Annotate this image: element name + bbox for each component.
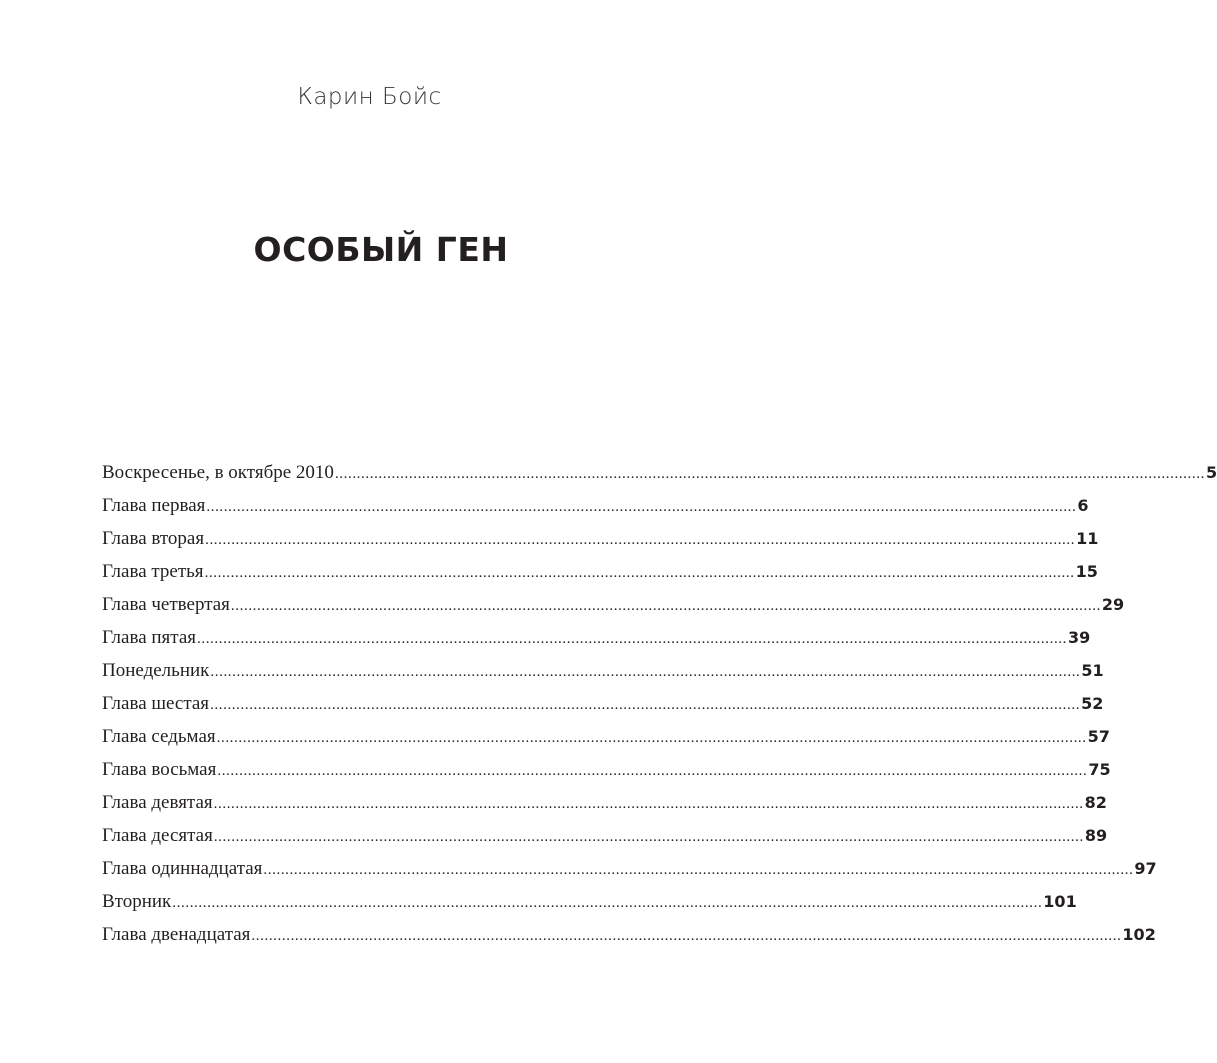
author-name: Карин Бойс xyxy=(297,84,442,110)
toc-entry[interactable] xyxy=(102,460,1217,493)
toc-entry-label: Глава первая xyxy=(102,495,206,516)
toc-entry-label: Воскресенье, в октябре 2010 xyxy=(102,462,334,483)
toc-entry-page: 52 xyxy=(1081,694,1104,713)
toc-entry-page: 39 xyxy=(1068,628,1091,647)
toc-entry-page: 11 xyxy=(1076,529,1099,548)
toc-leader-dots: ........................................................................................................................................................................................................ xyxy=(251,928,1122,944)
toc-entry-label: Глава третья xyxy=(102,561,204,582)
toc-leader-dots: ........................................................................................................................................................................................................ xyxy=(172,895,1043,911)
toc-entry-label: Глава четвертая xyxy=(102,594,230,615)
book-title: ОСОБЫЙ ГЕН xyxy=(253,230,509,269)
toc-entry-page: 51 xyxy=(1081,661,1104,680)
toc-entry-label: Вторник xyxy=(102,891,172,912)
toc-entry-page: 29 xyxy=(1101,595,1125,614)
toc-entry-label: Глава одиннадцатая xyxy=(102,858,263,879)
toc-entry[interactable] xyxy=(102,757,1111,790)
toc-entry-label: Глава двенадцатая xyxy=(102,924,251,945)
toc-entry-label: Глава пятая xyxy=(102,627,196,648)
toc-entry-page: 57 xyxy=(1087,727,1110,746)
toc-entry-page: 5 xyxy=(1205,463,1217,482)
toc-leader-dots: ........................................................................................................................................................................................................ xyxy=(216,730,1087,746)
toc-leader-dots: ........................................................................................................................................................................................................ xyxy=(263,862,1134,878)
toc-leader-dots: ........................................................................................................................................................................................................ xyxy=(213,796,1084,812)
toc-leader-dots: ........................................................................................................................................................................................................ xyxy=(205,532,1076,548)
toc-leader-dots: ........................................................................................................................................................................................................ xyxy=(204,565,1075,581)
toc-entry-label: Глава вторая xyxy=(102,528,205,549)
toc-entry-page: 15 xyxy=(1075,562,1098,581)
toc-entry-page: 6 xyxy=(1077,496,1089,515)
toc-entry-page: 75 xyxy=(1088,760,1111,779)
toc-leader-dots: ........................................................................................................................................................................................................ xyxy=(197,631,1067,647)
toc-entry[interactable] xyxy=(102,625,1091,658)
toc-entry-label: Глава шестая xyxy=(102,693,210,714)
toc-entry-page: 102 xyxy=(1122,925,1156,944)
toc-leader-dots: ........................................................................................................................................................................................................ xyxy=(213,829,1084,845)
toc-entry[interactable] xyxy=(102,658,1104,691)
table-of-contents xyxy=(102,460,1217,955)
toc-entry-label: Глава восьмая xyxy=(102,759,217,780)
toc-leader-dots: ........................................................................................................................................................................................................ xyxy=(217,763,1088,779)
toc-entry[interactable] xyxy=(102,823,1108,856)
toc-entry[interactable] xyxy=(102,691,1104,724)
toc-entry[interactable] xyxy=(102,724,1110,757)
toc-entry-label: Глава десятая xyxy=(102,825,213,846)
toc-entry[interactable] xyxy=(102,559,1098,592)
toc-entry-label: Глава седьмая xyxy=(102,726,216,747)
toc-leader-dots: ........................................................................................................................................................................................................ xyxy=(210,697,1081,713)
toc-entry-page: 97 xyxy=(1134,859,1157,878)
toc-leader-dots: ........................................................................................................................................................................................................ xyxy=(230,598,1101,614)
toc-entry[interactable] xyxy=(102,856,1157,889)
toc-entry[interactable] xyxy=(102,790,1107,823)
toc-entry[interactable] xyxy=(102,493,1089,526)
toc-entry[interactable] xyxy=(102,922,1156,955)
toc-leader-dots: ........................................................................................................................................................................................................ xyxy=(334,466,1205,482)
toc-entry[interactable] xyxy=(102,889,1077,922)
toc-entry-label: Глава девятая xyxy=(102,792,213,813)
toc-entry-label: Понедельник xyxy=(102,660,210,681)
toc-entry-page: 82 xyxy=(1084,793,1107,812)
toc-entry-page: 101 xyxy=(1043,892,1077,911)
toc-entry[interactable] xyxy=(102,592,1125,625)
toc-entry[interactable] xyxy=(102,526,1099,559)
toc-leader-dots: ........................................................................................................................................................................................................ xyxy=(206,499,1077,515)
toc-leader-dots: ........................................................................................................................................................................................................ xyxy=(210,664,1081,680)
toc-entry-page: 89 xyxy=(1084,826,1108,845)
